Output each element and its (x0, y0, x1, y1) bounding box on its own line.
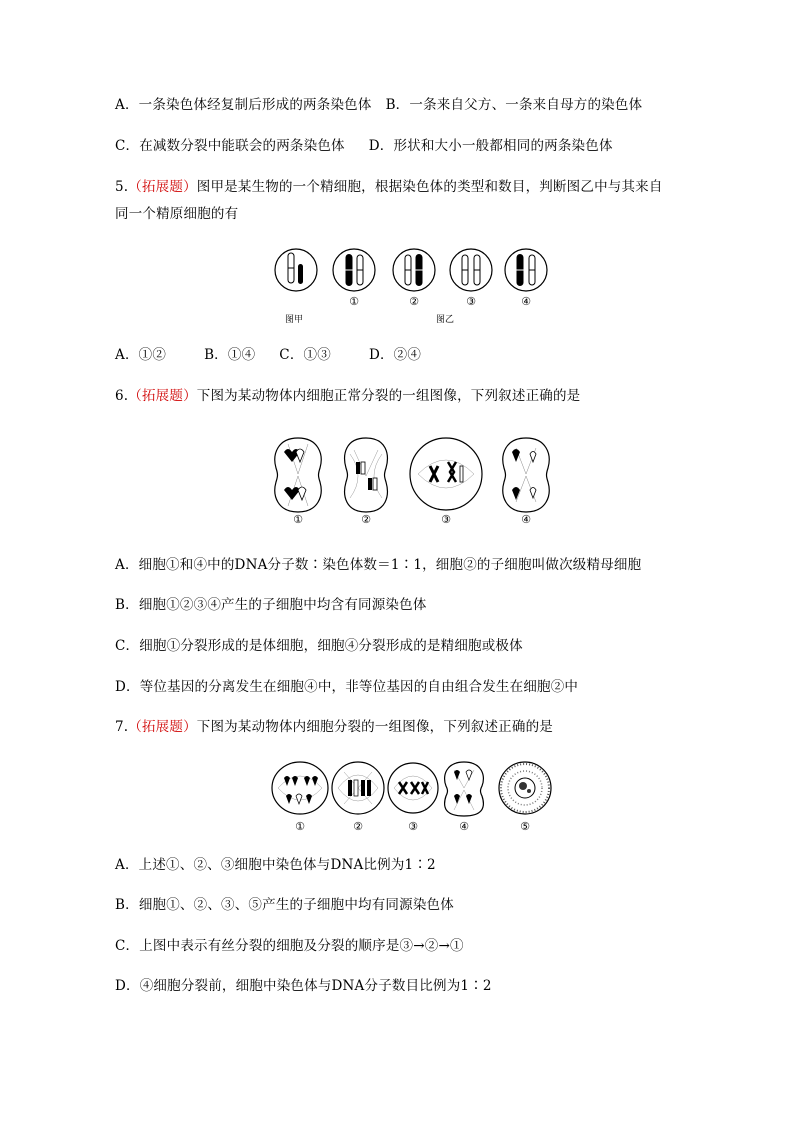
q7-cell-3 (388, 763, 438, 813)
q6-cell-4 (503, 438, 549, 512)
q7-number: 7. (115, 719, 129, 735)
q6-option-b: B．细胞①②③④产生的子细胞中均含有同源染色体 (115, 597, 427, 613)
q7-cell-2 (332, 762, 384, 814)
q5-label-yi: 图乙 (436, 315, 455, 325)
q6-option-a: A．细胞①和④中的DNA分子数∶染色体数＝1∶1，细胞②的子细胞叫做次级精母细胞 (115, 557, 642, 573)
q5-cell-4 (505, 249, 547, 291)
q5-cell-1 (333, 249, 375, 291)
q7-cell-label-4: ④ (459, 820, 469, 833)
q5-options (115, 345, 421, 365)
q5-cell-label-1: ① (349, 295, 359, 308)
q4-option-d: D．形状和大小一般都相同的两条染色体 (368, 138, 613, 154)
q5-label-jia: 图甲 (285, 315, 304, 325)
q6-cell-label-4: ④ (521, 513, 531, 524)
q4-option-b: B．一条来自父方、一条来自母方的染色体 (385, 97, 643, 113)
q6-figure (268, 432, 558, 524)
q4-options-row1 (115, 95, 642, 115)
q7-tag: （拓展题） (128, 719, 197, 735)
q7-cell-1 (272, 762, 328, 814)
q7-figure (270, 758, 556, 838)
q5-cell-label-3: ③ (466, 295, 476, 308)
q5-option-d: D．②④ (368, 347, 422, 363)
q5-stem-line2: 同一个精原细胞的有 (115, 206, 239, 222)
q6-cell-label-2: ② (361, 513, 371, 524)
q5-option-a: A．①② (115, 347, 167, 363)
q6-option-d: D．等位基因的分离发生在细胞④中，非等位基因的自由组合发生在细胞②中 (115, 679, 579, 695)
q5-figure (268, 244, 558, 326)
q5-option-b: B．①④ (204, 347, 256, 363)
q7-stem (115, 717, 553, 737)
q7-cell-label-1: ① (295, 820, 305, 833)
q5-cell-label-4: ④ (521, 295, 531, 308)
q6-cell-label-3: ③ (441, 513, 451, 524)
q7-option-b: B．细胞①、②、③、⑤产生的子细胞中均有同源染色体 (115, 897, 454, 913)
q5-number: 5. (115, 179, 129, 195)
q6-option-c: C．细胞①分裂形成的是体细胞，细胞④分裂形成的是精细胞或极体 (115, 638, 523, 654)
q5-cell-label-2: ② (409, 295, 419, 308)
q4-option-a: A．一条染色体经复制后形成的两条染色体 (115, 97, 372, 113)
q5-cell-2 (393, 249, 435, 291)
q7-cell-4 (445, 762, 484, 816)
q6-number: 6. (115, 388, 129, 404)
q5-stem-text1: 图甲是某生物的一个精细胞，根据染色体的类型和数目，判断图乙中与其来自 (196, 179, 663, 195)
q7-stem-text: 下图为某动物体内细胞分裂的一组图像，下列叙述正确的是 (196, 719, 553, 735)
q5-cell-3 (450, 249, 492, 291)
q6-cell-2 (345, 438, 388, 512)
q6-stem-text: 下图为某动物体内细胞正常分裂的一组图像，下列叙述正确的是 (196, 388, 581, 404)
q7-cell-5 (499, 762, 551, 814)
q5-stem-line1 (115, 177, 663, 197)
q5-tag: （拓展题） (128, 179, 197, 195)
q4-option-c: C．在减数分裂中能联会的两条染色体 (115, 138, 345, 154)
q7-cell-label-3: ③ (408, 820, 418, 833)
q5-cell-jia (275, 249, 317, 291)
q4-options-row2 (115, 136, 613, 156)
q7-cell-label-2: ② (353, 820, 363, 833)
q6-cell-3 (410, 438, 482, 510)
q6-cell-1 (275, 438, 321, 512)
q7-option-d: D．④细胞分裂前，细胞中染色体与DNA分子数目比例为1∶2 (115, 978, 492, 994)
q6-stem (115, 386, 580, 406)
q7-option-a: A．上述①、②、③细胞中染色体与DNA比例为1∶2 (115, 857, 436, 873)
q7-cell-label-5: ⑤ (520, 820, 530, 833)
q6-cell-label-1: ① (293, 513, 303, 524)
q7-option-c: C．上图中表示有丝分裂的细胞及分裂的顺序是③→②→① (115, 938, 464, 954)
q5-option-c: C．①③ (279, 347, 331, 363)
q6-tag: （拓展题） (128, 388, 197, 404)
